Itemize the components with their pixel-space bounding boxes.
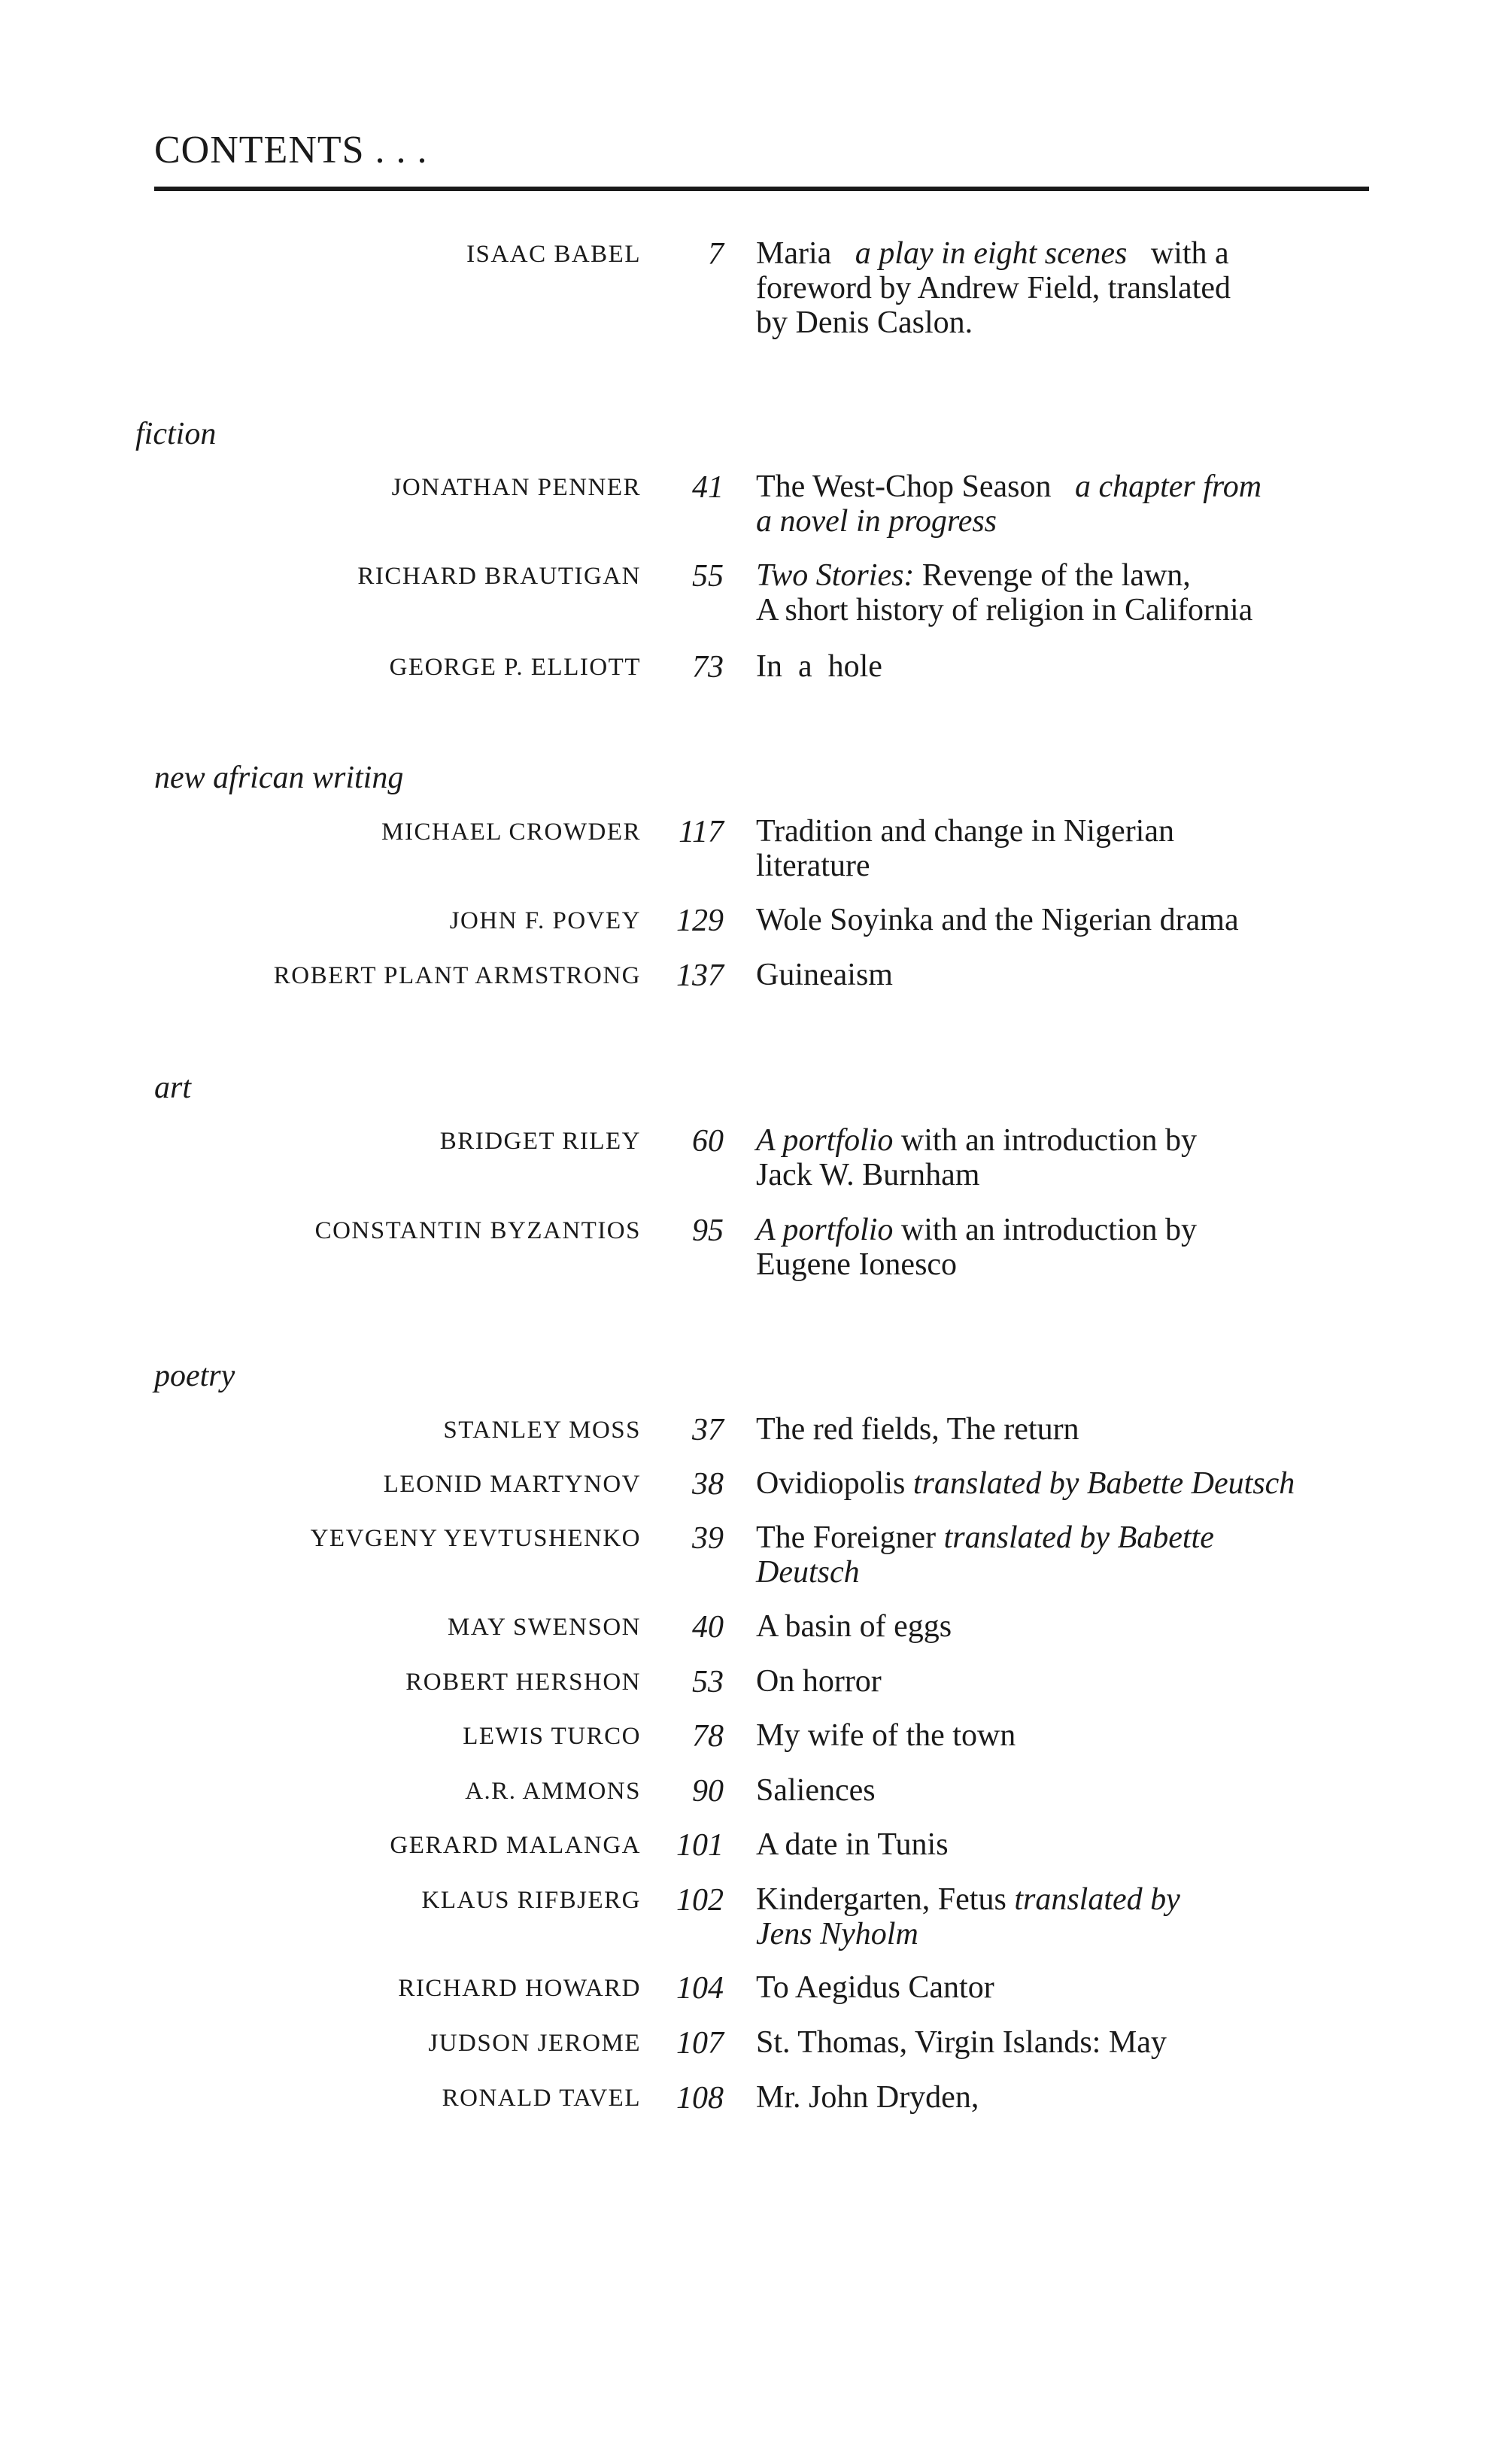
toc-title: My wife of the town bbox=[756, 1718, 1016, 1753]
toc-author: ISAAC BABEL bbox=[466, 241, 641, 268]
toc-author: JONATHAN PENNER bbox=[391, 474, 641, 501]
toc-page-number: 60 bbox=[692, 1124, 724, 1159]
toc-page-number: 108 bbox=[676, 2081, 724, 2115]
toc-title: A portfolio with an introduction by Jack W. Burnham bbox=[756, 1123, 1198, 1192]
toc-page-number: 95 bbox=[692, 1213, 724, 1248]
toc-page-number: 38 bbox=[692, 1467, 724, 1502]
toc-title: Saliences bbox=[756, 1773, 876, 1808]
toc-title: A date in Tunis bbox=[756, 1827, 949, 1862]
toc-title: The red fields, The return bbox=[756, 1412, 1079, 1447]
toc-author: ROBERT PLANT ARMSTRONG bbox=[273, 962, 641, 989]
toc-author: GEORGE P. ELLIOTT bbox=[389, 654, 641, 681]
toc-title: Wole Soyinka and the Nigerian drama bbox=[756, 903, 1239, 937]
toc-page-number: 55 bbox=[692, 559, 724, 594]
toc-author: JOHN F. POVEY bbox=[449, 907, 641, 934]
toc-author: LEWIS TURCO bbox=[463, 1723, 641, 1750]
toc-page-number: 40 bbox=[692, 1610, 724, 1645]
toc-page-number: 107 bbox=[676, 2026, 724, 2061]
toc-title: St. Thomas, Virgin Islands: May bbox=[756, 2025, 1167, 2060]
toc-page-number: 101 bbox=[676, 1828, 724, 1863]
toc-title: A basin of eggs bbox=[756, 1609, 952, 1644]
toc-author: RICHARD HOWARD bbox=[398, 1975, 641, 2002]
toc-author: LEONID MARTYNOV bbox=[383, 1471, 641, 1498]
toc-author: GERARD MALANGA bbox=[390, 1832, 641, 1859]
toc-title: Kindergarten, Fetus translated by Jens Nyholm bbox=[756, 1882, 1180, 1951]
toc-page-number: 39 bbox=[692, 1521, 724, 1556]
toc-author: RONALD TAVEL bbox=[442, 2085, 641, 2112]
section-label-art: art bbox=[154, 1071, 192, 1105]
toc-title: The Foreigner translated by Babette Deutsch bbox=[756, 1520, 1214, 1590]
toc-author: STANLEY MOSS bbox=[443, 1417, 641, 1444]
toc-author: JUDSON JEROME bbox=[428, 2030, 641, 2057]
toc-page-number: 104 bbox=[676, 1971, 724, 2006]
toc-page-number: 90 bbox=[692, 1774, 724, 1809]
toc-author: YEVGENY YEVTUSHENKO bbox=[310, 1525, 641, 1552]
toc-page-number: 41 bbox=[692, 470, 724, 505]
toc-author: ROBERT HERSHON bbox=[405, 1669, 641, 1696]
toc-author: RICHARD BRAUTIGAN bbox=[357, 563, 641, 590]
toc-author: MICHAEL CROWDER bbox=[381, 819, 641, 846]
toc-title: Maria a play in eight scenes with a foreword by Andrew Field, translated by Denis Caslon. bbox=[756, 236, 1231, 340]
toc-page-number: 73 bbox=[692, 650, 724, 685]
toc-page-number: 78 bbox=[692, 1719, 724, 1754]
title-rule bbox=[154, 187, 1369, 191]
toc-page-number: 102 bbox=[676, 1883, 724, 1918]
toc-title: Mr. John Dryden, bbox=[756, 2080, 979, 2115]
toc-title: Guineaism bbox=[756, 958, 893, 992]
toc-title: The West-Chop Season a chapter from a novel in progress bbox=[756, 469, 1262, 539]
toc-page-number: 53 bbox=[692, 1665, 724, 1699]
toc-title: Tradition and change in Nigerian literature bbox=[756, 814, 1174, 883]
toc-title: Two Stories: Revenge of the lawn, A short history of religion in California bbox=[756, 558, 1253, 627]
toc-title: In a hole bbox=[756, 649, 882, 684]
toc-page-number: 137 bbox=[676, 958, 724, 993]
toc-author: A.R. AMMONS bbox=[465, 1778, 641, 1805]
toc-author: BRIDGET RILEY bbox=[439, 1128, 641, 1155]
toc-page-number: 37 bbox=[692, 1413, 724, 1447]
toc-page-number: 117 bbox=[679, 815, 724, 849]
toc-title: Ovidiopolis translated by Babette Deutsch bbox=[756, 1466, 1295, 1501]
toc-page-number: 129 bbox=[676, 904, 724, 938]
section-label-new-african-writing: new african writing bbox=[154, 761, 404, 795]
toc-author: CONSTANTIN BYZANTIOS bbox=[314, 1217, 641, 1244]
toc-title: To Aegidus Cantor bbox=[756, 1970, 994, 2005]
toc-author: MAY SWENSON bbox=[447, 1614, 641, 1641]
toc-author: KLAUS RIFBJERG bbox=[421, 1887, 641, 1914]
section-label-fiction: fiction bbox=[135, 417, 217, 451]
toc-page-number: 7 bbox=[708, 237, 724, 272]
page-title: CONTENTS . . . bbox=[154, 129, 428, 172]
toc-title: A portfolio with an introduction by Eugene Ionesco bbox=[756, 1213, 1198, 1282]
section-label-poetry: poetry bbox=[154, 1359, 235, 1393]
toc-title: On horror bbox=[756, 1664, 882, 1699]
